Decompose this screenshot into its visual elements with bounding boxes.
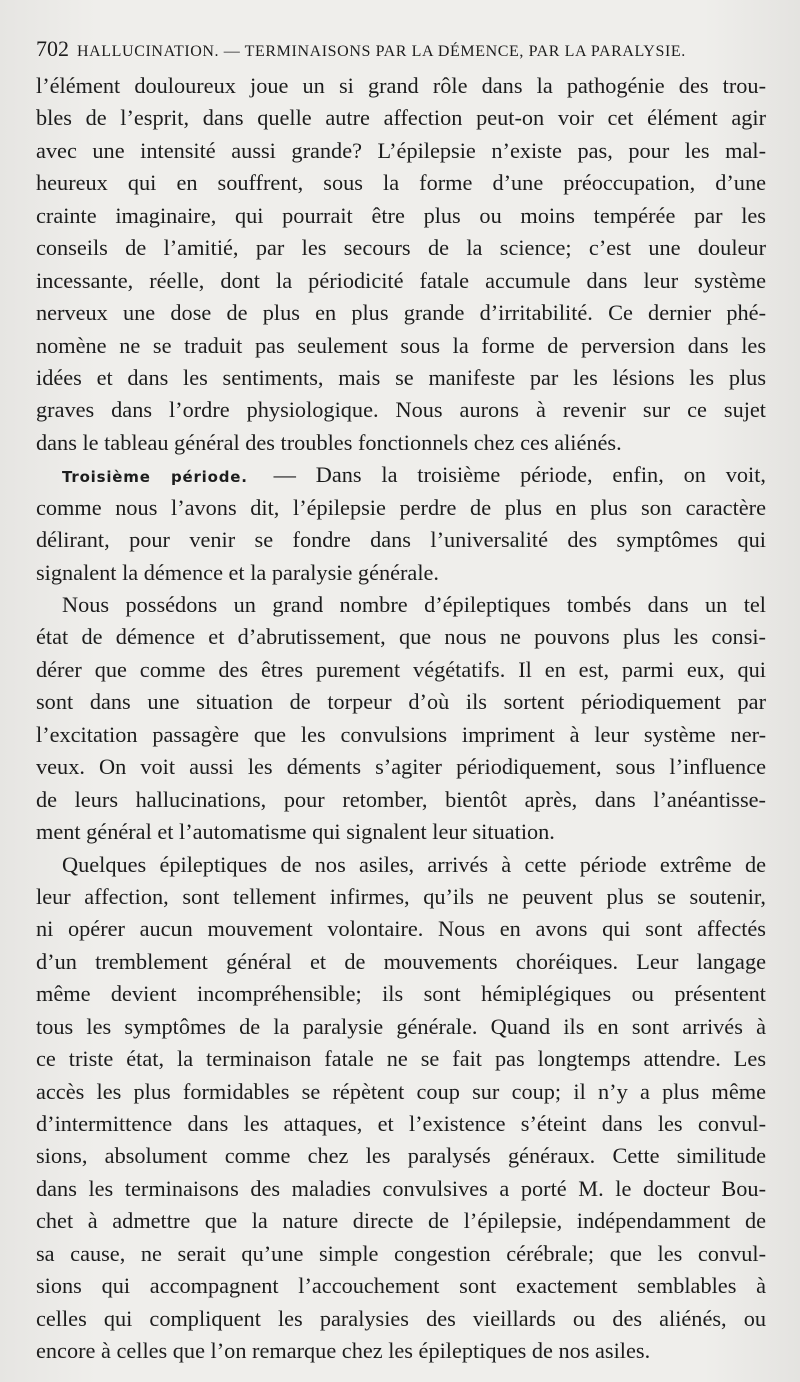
paragraph-2	[36, 459, 766, 589]
text-line: avec une intensité aussi grande? L’épilepsie n’existe pas, pour les mal-	[36, 137, 766, 163]
text-line: nerveux une dose de plus en plus grande d’irritabilité. Ce dernier phé-	[36, 300, 766, 326]
text-line: sions, absolument comme chez les paralysés généraux. Cette similitude	[36, 1143, 766, 1169]
text-line: d’un tremblement général et de mouvements choréiques. Leur langage	[36, 948, 766, 974]
text-line: délirant, pour venir se fondre dans l’universalité des symptômes qui	[36, 527, 766, 553]
text-line: incessante, réelle, dont la périodicité fatale accumule dans leur système	[36, 267, 766, 293]
text-segment: — Dans la troisième période, enfin, on voit,	[273, 462, 766, 488]
paragraph-3	[36, 589, 766, 849]
text-line: de leurs hallucinations, pour retomber, bientôt après, dans l’anéantisse-	[36, 786, 766, 812]
text-line: ni opérer aucun mouvement volontaire. Nous en avons qui sont affectés	[36, 916, 766, 942]
text-line: ce triste état, la terminaison fatale ne se fait pas longtemps attendre. Les	[36, 1046, 766, 1072]
text-line: tous les symptômes de la paralysie générale. Quand ils en sont arrivés à	[36, 1013, 766, 1039]
section-heading: Troisième période.	[62, 468, 248, 487]
text-line: heureux qui en souffrent, sous la forme d’une préoccupation, d’une	[36, 170, 766, 196]
text-line: sont dans une situation de torpeur d’où ils sortent périodiquement par	[36, 689, 766, 715]
text-line: accès les plus formidables se répètent coup sur coup; il n’y a plus même	[36, 1078, 766, 1104]
text-line: graves dans l’ordre physiologique. Nous aurons à revenir sur ce sujet	[36, 397, 766, 423]
text-line: nomène ne se traduit pas seulement sous la forme de perversion dans les	[36, 332, 766, 358]
page-number: 702	[36, 36, 69, 61]
section-first-line	[36, 459, 766, 491]
text-line: conseils de l’amitié, par les secours de la science; c’est une douleur	[36, 235, 766, 261]
text-line: leur affection, sont tellement infirmes, qu’ils ne peuvent plus se soutenir,	[36, 883, 766, 909]
running-head	[36, 36, 766, 60]
text-line: dérer que comme des êtres purement végétatifs. Il en est, parmi eux, qui	[36, 656, 766, 682]
text-line: celles qui compliquent les paralysies des vieillards ou des aliénés, ou	[36, 1305, 766, 1331]
text-line: l’excitation passagère que les convulsions impriment à leur système ner-	[36, 721, 766, 747]
text-line: dans les terminaisons des maladies convulsives a porté M. le docteur Bou-	[36, 1175, 766, 1201]
paragraph-1	[36, 70, 766, 459]
text-line: chet à admettre que la nature directe de l’épilepsie, indépendamment de	[36, 1208, 766, 1234]
paragraph-4	[36, 849, 766, 1368]
text-line: d’intermittence dans les attaques, et l’existence s’éteint dans les convul-	[36, 1111, 766, 1136]
text-line: signalent la démence et la paralysie générale.	[36, 559, 439, 585]
text-line: dans le tableau général des troubles fonctionnels chez ces aliénés.	[36, 429, 622, 455]
text-line: Quelques épileptiques de nos asiles, arrivés à cette période extrême de	[62, 851, 766, 877]
text-line: ment général et l’automatisme qui signalent leur situation.	[36, 819, 555, 845]
running-title: HALLUCINATION. — TERMINAISONS PAR LA DÉMENCE, PAR LA PARALYSIE.	[77, 43, 686, 60]
text-line: crainte imaginaire, qui pourrait être plus ou moins tempérée par les	[36, 202, 766, 228]
text-line: comme nous l’avons dit, l’épilepsie perdre de plus en plus son caractère	[36, 494, 766, 520]
text-line: l’élément douloureux joue un si grand rôle dans la pathogénie des trou-	[36, 73, 766, 98]
text-line: encore à celles que l’on remarque chez les épileptiques de nos asiles.	[36, 1338, 651, 1364]
text-line: idées et dans les sentiments, mais se manifeste par les lésions les plus	[36, 364, 766, 390]
text-line: Nous possédons un grand nombre d’épileptiques tombés dans un tel	[62, 592, 766, 617]
text-line: bles de l’esprit, dans quelle autre affection peut-on voir cet élément agir	[36, 105, 766, 131]
body-text	[36, 70, 766, 1368]
text-line: état de démence et d’abrutissement, que nous ne pouvons plus les consi-	[36, 624, 766, 650]
text-line: même devient incompréhensible; ils sont hémiplégiques ou présentent	[36, 981, 766, 1007]
text-line: veux. On voit aussi les déments s’agiter périodiquement, sous l’influence	[36, 754, 766, 780]
text-line: sions qui accompagnent l’accouchement sont exactement semblables à	[36, 1273, 766, 1299]
text-line: sa cause, ne serait qu’une simple congestion cérébrale; que les convul-	[36, 1240, 766, 1266]
